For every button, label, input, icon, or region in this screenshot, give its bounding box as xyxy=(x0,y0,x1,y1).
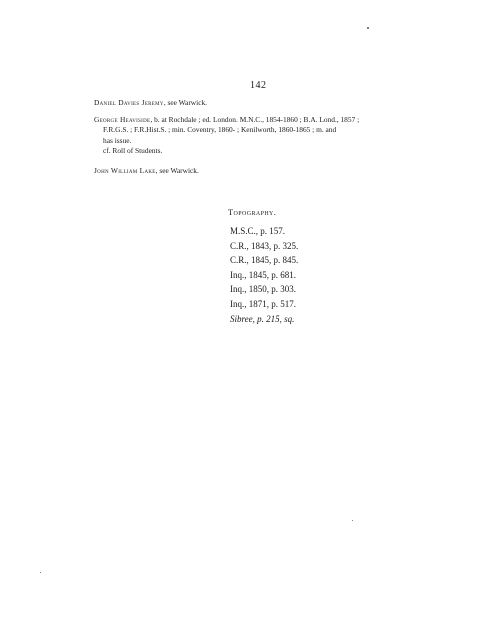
topography-ref: Sibree, p. 215, sq. xyxy=(230,313,295,324)
entry-line: cf. Roll of Students. xyxy=(103,146,163,156)
topography-ref: C.R., 1845, p. 845. xyxy=(230,255,299,266)
scan-speck xyxy=(352,520,353,521)
entry-text: , b. at Rochdale ; ed. London. M.N.C., 1854-1860 ; B.A. Lond., 1857 ; xyxy=(150,115,360,124)
entry-jeremy xyxy=(94,98,414,108)
page-number: 142 xyxy=(250,80,267,91)
topography-list xyxy=(230,224,298,326)
topography-heading: Topography. xyxy=(228,208,277,217)
entry-line: F.R.G.S. ; F.R.Hist.S. ; min. Coventry, 1860- ; Kenilworth, 1860-1865 ; m. and xyxy=(103,125,337,135)
topography-ref: Inq., 1845, p. 681. xyxy=(230,269,296,280)
topography-ref: Inq., 1850, p. 303. xyxy=(230,284,296,295)
entry-line xyxy=(94,115,414,125)
entry-heaviside xyxy=(94,115,414,157)
scan-speck xyxy=(367,27,369,29)
entry-text: , see Warwick. xyxy=(163,98,208,107)
entry-name: George Heaviside xyxy=(94,115,151,124)
entry-lake xyxy=(94,166,414,176)
topography-ref: M.S.C., p. 157. xyxy=(230,226,286,236)
entry-line: has issue. xyxy=(103,135,132,145)
entry-text: , see Warwick. xyxy=(155,166,199,175)
entry-name: Daniel Davies Jeremy xyxy=(94,98,164,107)
scan-speck xyxy=(40,572,41,573)
topography-ref: Inq., 1871, p. 517. xyxy=(230,298,296,309)
entry-name: John William Lake xyxy=(94,166,156,175)
topography-ref: C.R., 1843, p. 325. xyxy=(230,240,299,251)
